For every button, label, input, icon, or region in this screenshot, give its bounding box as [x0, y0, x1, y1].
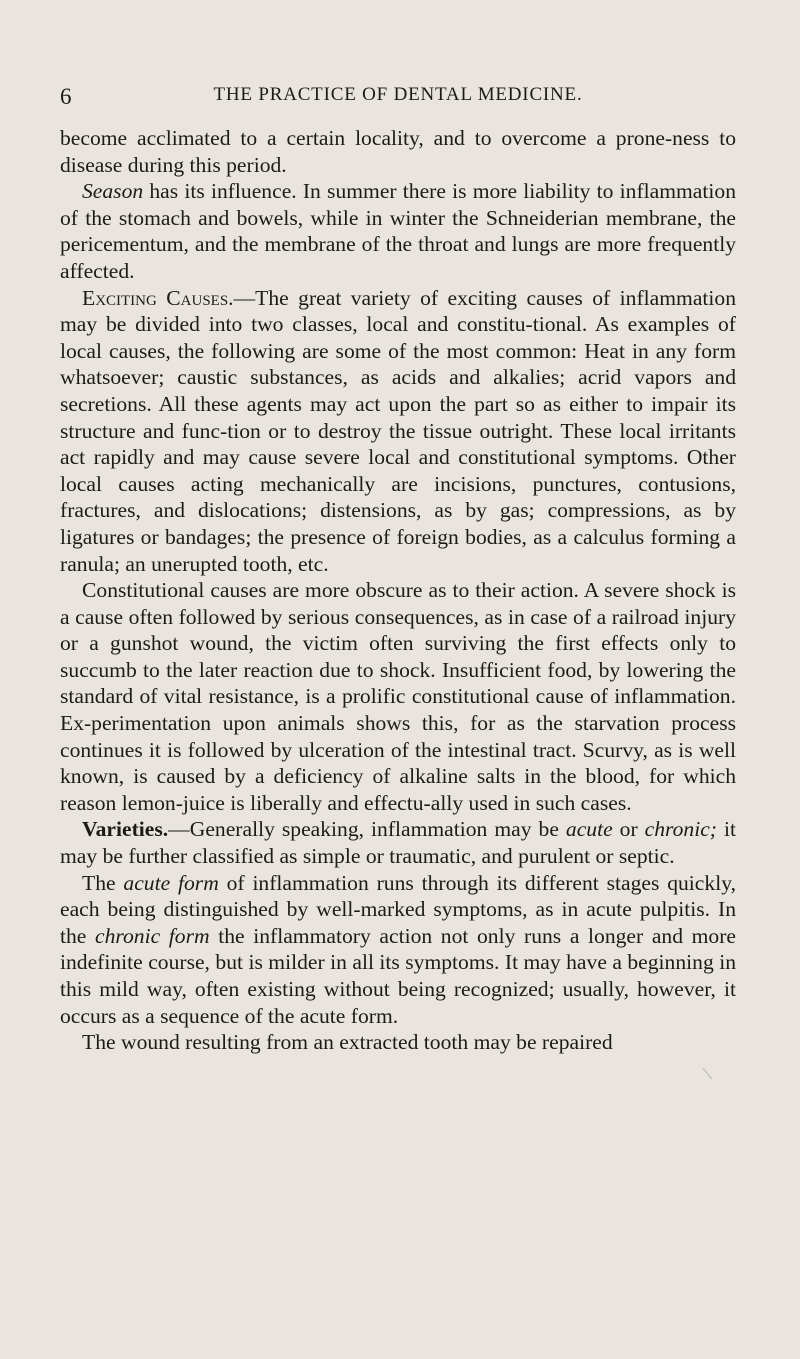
section-heading-exciting-causes: Exciting Causes. — [82, 285, 234, 310]
emphasis-chronic: chronic; — [644, 817, 717, 842]
page-number: 6 — [60, 84, 72, 109]
paragraph-text: The — [82, 870, 124, 895]
paragraph-varieties — [60, 816, 736, 869]
emphasis-acute-form: acute form — [123, 870, 219, 895]
body-text — [60, 125, 736, 1056]
paragraph-text: become acclimated to a certain locality, and to overcome a prone-ness to disease during this period. — [60, 126, 736, 177]
paragraph-text: the inflammatory action not only runs a longer and more indefinite course, but is milder in all its symptoms. It may have a beginning in this mild way, often existing without being recognized; usually, however, it occurs as a sequence of the acute form. — [60, 923, 737, 1028]
paragraph-text: —The great variety of exciting causes of inflammation may be divided into two classes, local and constitu-tional. As examples of local causes, the following are some of the most common: Heat in any form whatsoever; caustic substances, as acids and alkalies; acrid vapors and secretions. All these agents may act upon the part so as either to impair its structure and func-tion or to destroy the tissue outright. These local irritants act rapidly and may cause severe local and constitutional symptoms. Other local causes acting mechanically are incisions, punctures, contusions, fractures, and dislocations; distensions, as by gas; compressions, as by ligatures or bandages; the presence of foreign bodies, as a calculus forming a ranula; an unerupted tooth, etc. — [60, 285, 736, 576]
page-header — [60, 84, 736, 112]
paragraph-text: The wound resulting from an extracted tooth may be repaired — [82, 1030, 613, 1055]
paragraph-acute-form — [60, 870, 736, 1030]
paragraph-text: —Generally speaking, inflammation may be — [168, 817, 566, 842]
paragraph-text: of inflammation runs through its different stages quickly, each being distinguished by well-marked symptoms, as in acute pulpitis. In the — [60, 870, 736, 948]
paragraph-text: or — [612, 817, 645, 842]
paragraph-text: it may be further classified as simple or traumatic, and purulent or septic. — [60, 817, 736, 869]
emphasis-acute: acute — [565, 817, 613, 842]
paragraph-exciting-causes — [60, 285, 736, 578]
paper-mark — [703, 1063, 719, 1080]
paragraph-text: Constitutional causes are more obscure as to their action. A severe shock is a cause often followed by serious consequences, as in case of a railroad injury or a gunshot wound, the victim often surviving the first effects only to succumb to the later reaction due to shock. Insufficient food, by lowering the standard of vital resistance, is a prolific constitutional cause of inflammation. Ex-perimentation upon animals shows this, for as the starvation process continues it is followed by ulceration of the intestinal tract. Scurvy, as is well known, is caused by a deficiency of alkaline salts in the blood, for which reason lemon-juice is liberally and effectu-ally used in such cases. — [60, 578, 736, 815]
emphasis-chronic-form: chronic form — [95, 923, 210, 948]
paragraph-constitutional-causes — [60, 577, 736, 816]
paragraph-wound — [60, 1029, 736, 1056]
section-heading-varieties: Varieties. — [82, 817, 169, 842]
paragraph-continuation — [60, 125, 736, 178]
paragraph-season — [60, 178, 736, 284]
paragraph-lead-season: Season — [82, 179, 144, 204]
paragraph-text: has its influence. In summer there is more liability to inflammation of the stomach and bowels, while in winter the Schneiderian membrane, the pericementum, and the membrane of the throat and lungs are more frequently affected. — [60, 179, 736, 283]
running-head: THE PRACTICE OF DENTAL MEDICINE. — [213, 84, 583, 105]
